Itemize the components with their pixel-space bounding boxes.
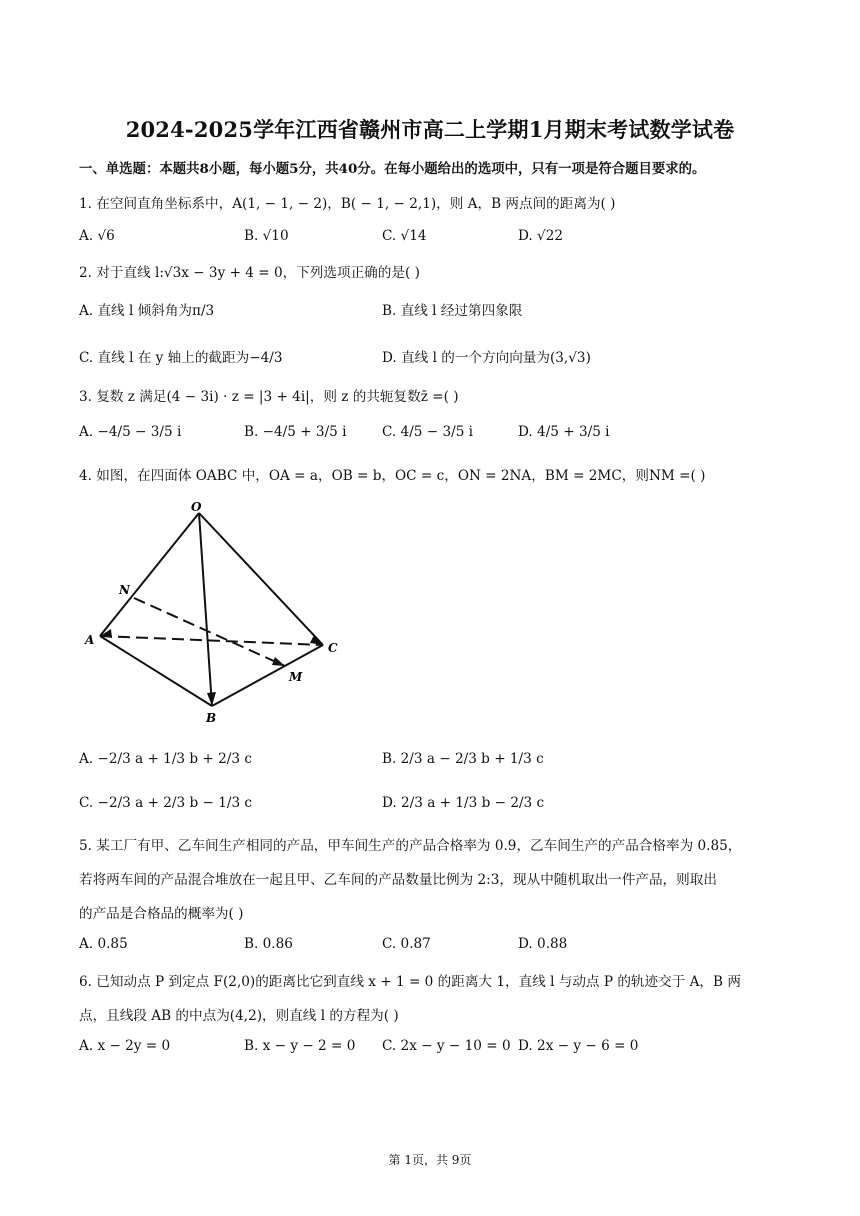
page-title: 2024-2025学年江西省赣州市高二上学期1月期末考试数学试卷 xyxy=(125,117,735,142)
edge-ob xyxy=(199,513,212,706)
edge-oc xyxy=(199,513,323,645)
question-5-stem-line-3: 的产品是合格品的概率为( ) xyxy=(79,906,244,922)
question-1-option-c: C. √14 xyxy=(382,228,427,244)
question-2-stem: 2. 对于直线 l:√3x − 3y + 4 = 0，下列选项正确的是( ) xyxy=(79,265,420,281)
arrowhead-m xyxy=(272,657,285,666)
question-4-option-a: A. −2/3 a + 1/3 b + 2/3 c xyxy=(79,751,252,767)
question-6-option-a: A. x − 2y = 0 xyxy=(79,1038,171,1054)
question-4-option-c: C. −2/3 a + 2/3 b − 1/3 c xyxy=(79,795,253,811)
label-o: O xyxy=(191,500,202,514)
section-heading: 一、单选题：本题共8小题，每小题5分，共40分。在每小题给出的选项中，只有一项是符合题目要求的。 xyxy=(79,161,706,177)
arrowhead-c xyxy=(310,635,323,645)
question-1-option-d: D. √22 xyxy=(518,228,564,244)
tetrahedron-figure xyxy=(78,496,348,726)
question-3-option-d: D. 4/5 + 3/5 i xyxy=(518,424,610,440)
label-m: M xyxy=(289,670,303,684)
question-6-option-c: C. 2x − y − 10 = 0 xyxy=(382,1038,511,1054)
question-6-stem-line-1: 6. 已知动点 P 到定点 F(2,0)的距离比它到直线 x + 1 = 0 的距离大 1，直线 l 与动点 P 的轨迹交于 A，B 两 xyxy=(79,974,741,990)
question-5-option-c: C. 0.87 xyxy=(382,936,431,952)
question-5-option-d: D. 0.88 xyxy=(518,936,568,952)
question-6-option-b: B. x − y − 2 = 0 xyxy=(244,1038,356,1054)
question-3-option-b: B. −4/5 + 3/5 i xyxy=(244,424,347,440)
question-5-stem-line-1: 5. 某工厂有甲、乙车间生产相同的产品，甲车间生产的产品合格率为 0.9，乙车间生产的产品合格率为 0.85， xyxy=(79,838,742,854)
question-1-stem: 1. 在空间直角坐标系中，A(1, − 1, − 2)，B( − 1, − 2,1)，则 A，B 两点间的距离为( ) xyxy=(79,196,616,212)
question-3-option-a: A. −4/5 − 3/5 i xyxy=(79,424,182,440)
label-a: A xyxy=(85,633,95,647)
page-footer: 第 1页，共 9页 xyxy=(388,1153,472,1167)
question-3-option-c: C. 4/5 − 3/5 i xyxy=(382,424,474,440)
question-5-option-b: B. 0.86 xyxy=(244,936,293,952)
edge-ac xyxy=(100,636,323,645)
question-6-option-d: D. 2x − y − 6 = 0 xyxy=(518,1038,639,1054)
label-c: C xyxy=(328,641,338,655)
question-2-option-d: D. 直线 l 的一个方向向量为(3,√3) xyxy=(382,350,591,366)
edge-ab xyxy=(100,636,212,706)
edge-bc xyxy=(212,645,323,706)
question-1-option-b: B. √10 xyxy=(244,228,289,244)
question-5-option-a: A. 0.85 xyxy=(79,936,128,952)
question-4-stem: 4. 如图，在四面体 OABC 中，OA = a，OB = b，OC = c，ON = 2NA，BM = 2MC，则NM =( ) xyxy=(79,468,706,484)
question-4-option-b: B. 2/3 a − 2/3 b + 1/3 c xyxy=(382,751,544,767)
question-2-option-c: C. 直线 l 在 y 轴上的截距为−4/3 xyxy=(79,350,283,366)
question-4-option-d: D. 2/3 a + 1/3 b − 2/3 c xyxy=(382,795,545,811)
label-b: B xyxy=(206,711,217,725)
question-1-option-a: A. √6 xyxy=(79,228,115,244)
edge-oa xyxy=(100,513,199,636)
question-2-option-b: B. 直线 l 经过第四象限 xyxy=(382,303,523,319)
question-2-option-a: A. 直线 l 倾斜角为π/3 xyxy=(79,303,215,319)
label-n: N xyxy=(119,583,130,597)
question-6-stem-line-2: 点，且线段 AB 的中点为(4,2)，则直线 l 的方程为( ) xyxy=(79,1008,399,1024)
question-3-stem: 3. 复数 z 满足(4 − 3i) · z = |3 + 4i|，则 z 的共轭复数z̄ =( ) xyxy=(79,389,459,405)
question-5-stem-line-2: 若将两车间的产品混合堆放在一起且甲、乙车间的产品数量比例为 2:3，现从中随机取出一件产品，则取出 xyxy=(79,872,717,888)
